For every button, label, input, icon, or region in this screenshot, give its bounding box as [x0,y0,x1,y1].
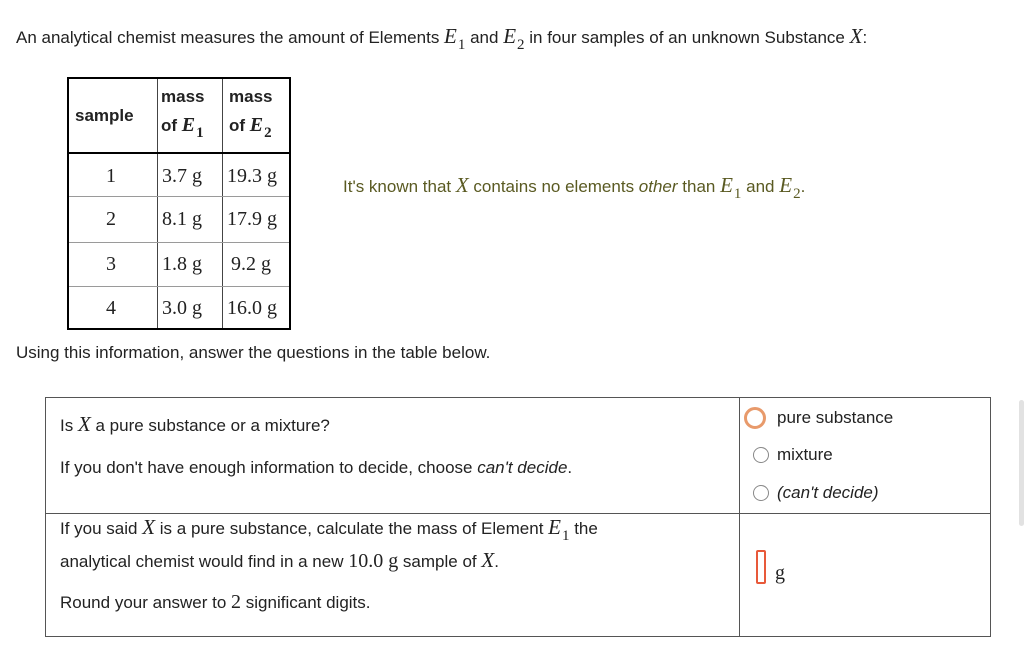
radio-mixture[interactable] [753,447,769,463]
row-3-e1: 1.8 g [162,253,202,275]
row-4-sample: 4 [106,297,116,319]
radio-pure-substance[interactable] [744,407,766,429]
known-statement: It's known that X contains no elements other than E1 and E2. [343,173,806,202]
row-3-e2: 9.2 g [231,253,271,275]
intro-text: An analytical chemist measures the amount of Elements E1 and E2 in four samples of an unknown Substance X: [16,24,868,53]
scrollbar[interactable] [1019,400,1024,526]
question1-line2: If you don't have enough information to decide, choose can't decide. [60,458,573,477]
header-sample: sample [75,106,134,125]
question2-line3: Round your answer to 2 significant digits. [60,591,371,613]
question2-line2: analytical chemist would find in a new 10.0 g sample of X. [60,548,499,572]
mass-answer-input[interactable] [756,550,766,584]
question2-line1: If you said X is a pure substance, calculate the mass of Element E1 the [60,515,598,544]
answer-unit: g [775,562,785,584]
row-4-e1: 3.0 g [162,297,202,319]
question1-line1: Is X a pure substance or a mixture? [60,412,330,436]
row-1-sample: 1 [106,165,116,187]
row-3-sample: 3 [106,253,116,275]
row-4-e2: 16.0 g [227,297,277,319]
row-1-e2: 19.3 g [227,165,277,187]
row-2-e2: 17.9 g [227,208,277,230]
row-2-sample: 2 [106,208,116,230]
option-cant-decide-label[interactable]: (can't decide) [777,483,879,502]
option-pure-substance-label[interactable]: pure substance [777,408,894,427]
sample-data-table [67,77,291,330]
radio-cant-decide[interactable] [753,485,769,501]
question-table [45,397,991,637]
header-mass-e1: mass of E1 [161,87,205,141]
header-mass-e2: mass of E2 [229,87,273,141]
option-mixture-label[interactable]: mixture [777,445,833,464]
row-1-e1: 3.7 g [162,165,202,187]
instructions-text: Using this information, answer the questions in the table below. [16,343,491,362]
row-2-e1: 8.1 g [162,208,202,230]
